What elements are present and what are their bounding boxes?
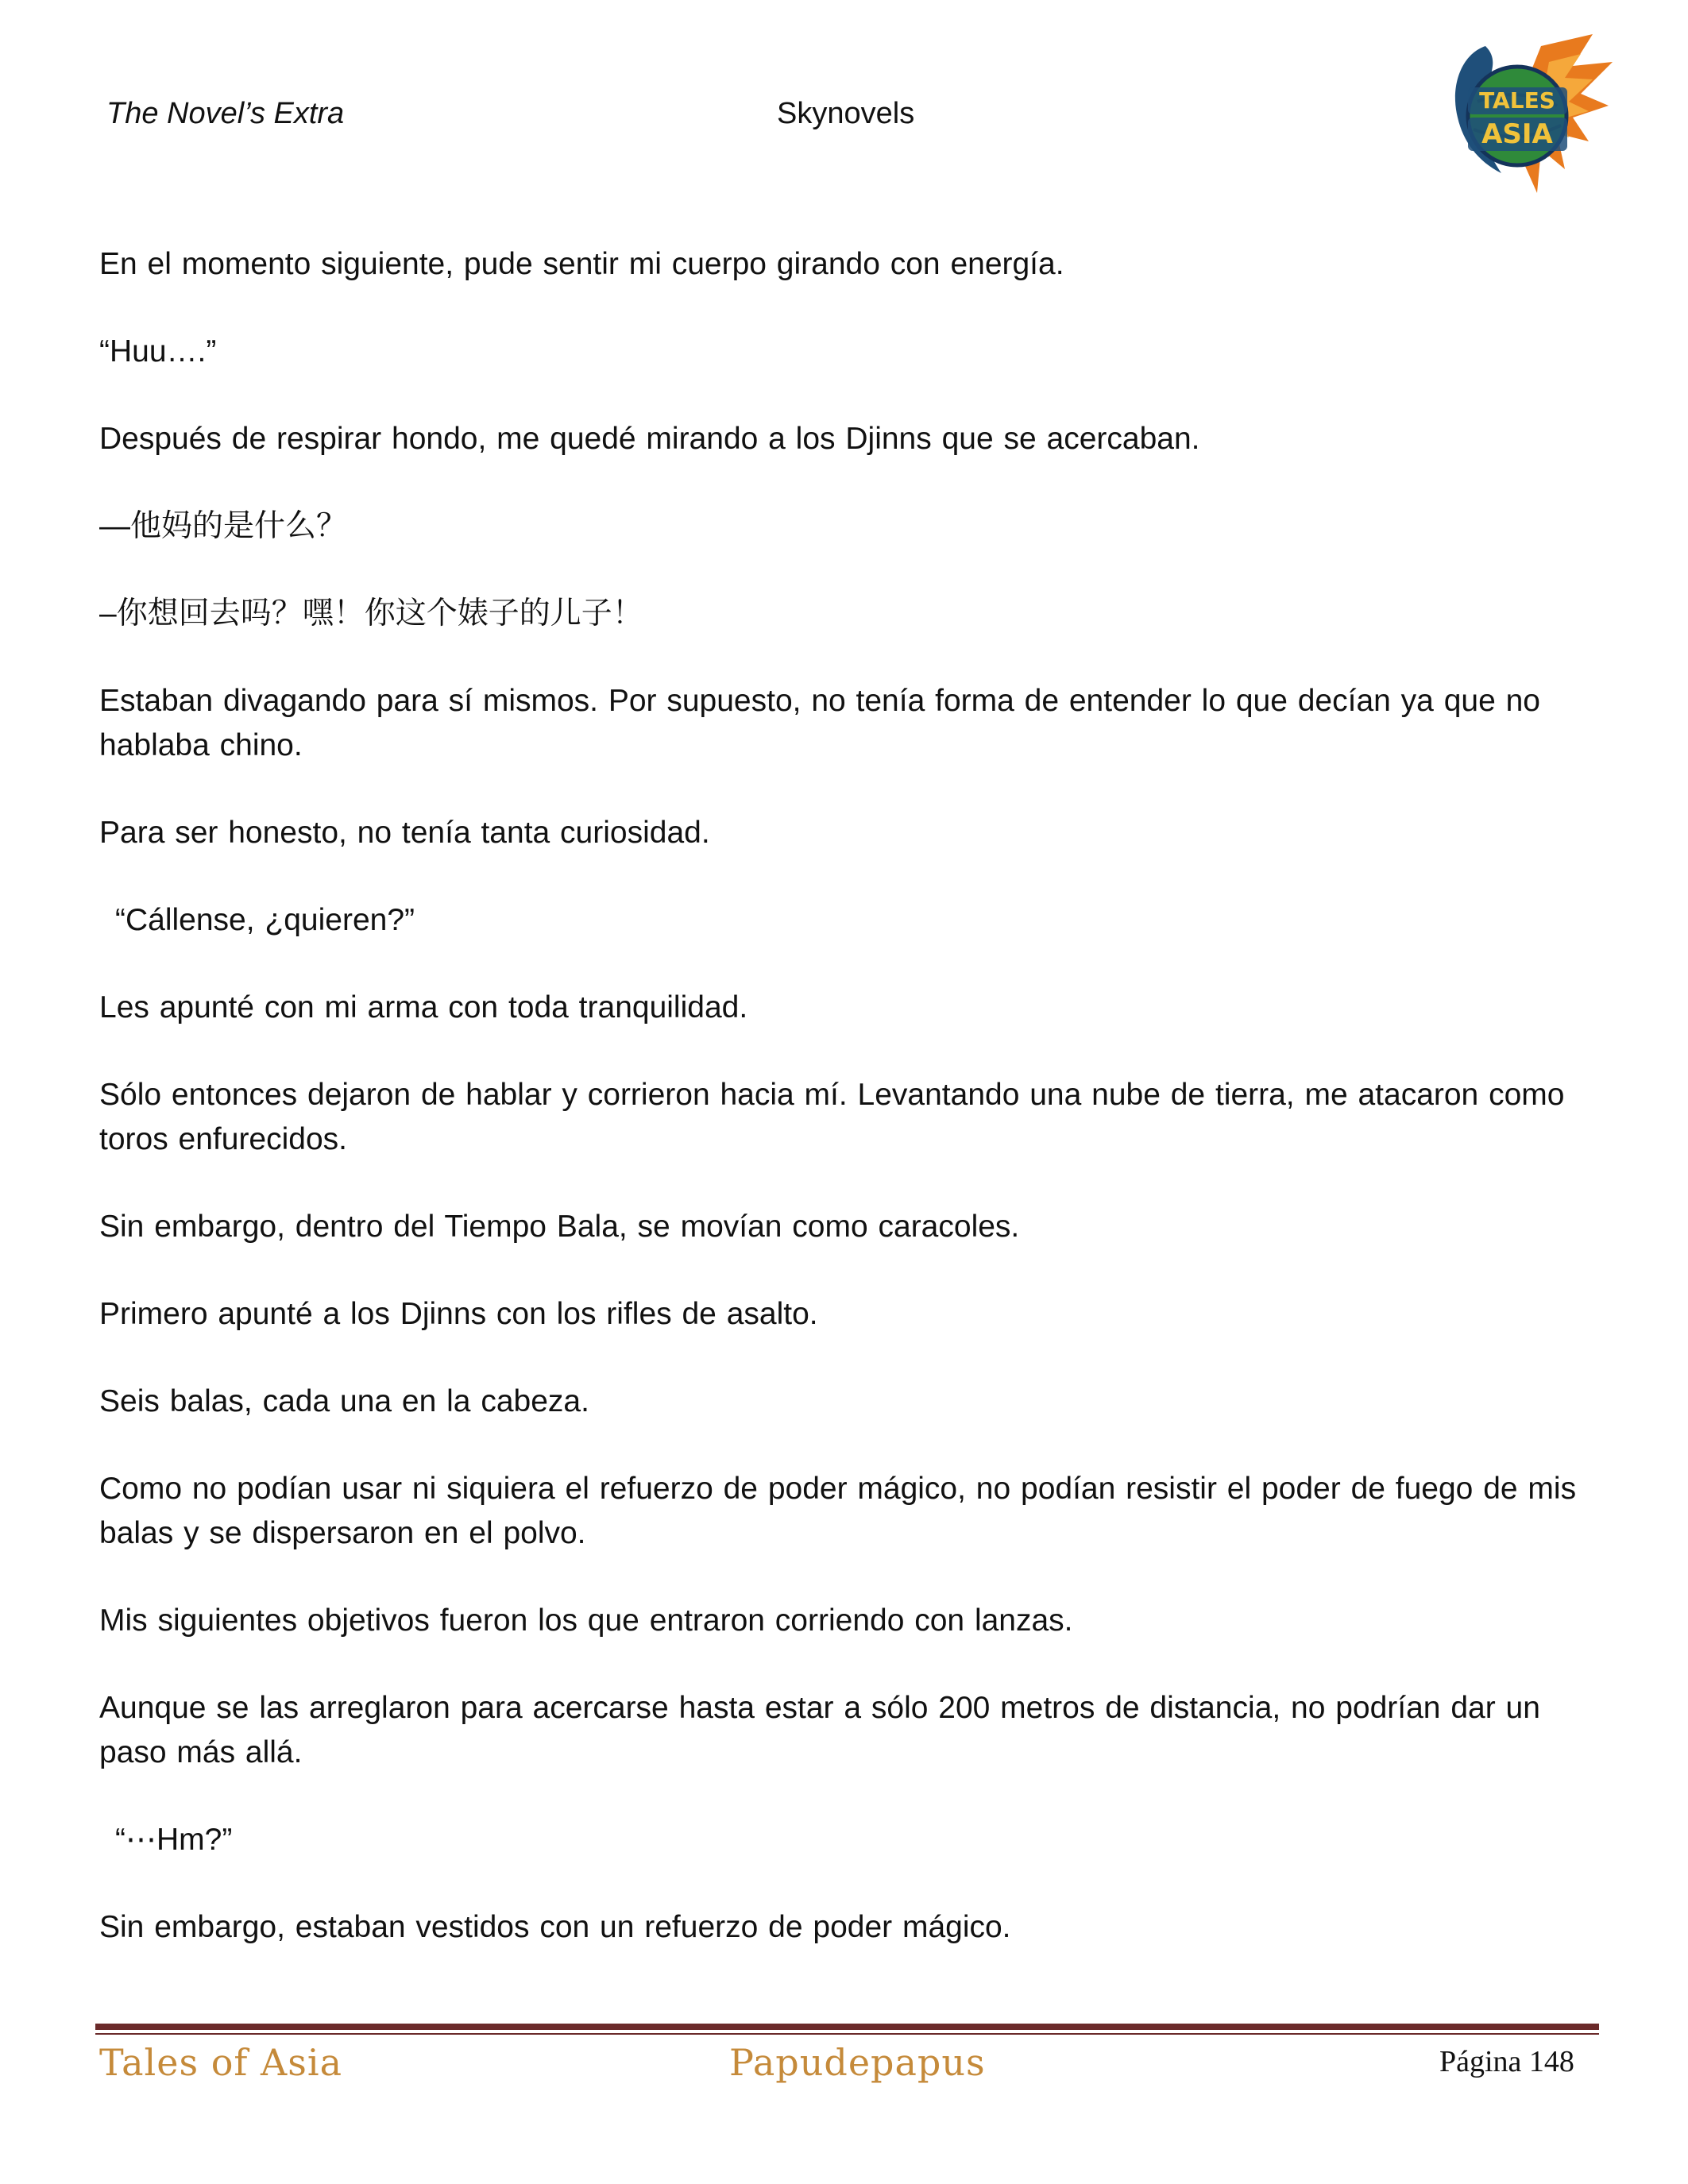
chapter-body [99, 242, 1597, 1993]
paragraph: –你想回去吗？嘿！你这个婊子的儿子！ [99, 596, 643, 631]
paragraph: Sólo entonces dejaron de hablar y corrieron hacia mí. Levantando una nube de tierra, me atacaron como toros enfurecidos. [99, 1078, 1565, 1156]
footer-publisher: Tales of Asia [99, 2041, 343, 2084]
footer-divider [95, 2024, 1599, 2030]
paragraph: Les apunté con mi arma con toda tranquilidad. [99, 990, 748, 1024]
paragraph: Estaban divagando para sí mismos. Por supuesto, no tenía forma de entender lo que decían ya que no hablaba chino. [99, 684, 1540, 762]
paragraph: —他妈的是什么？ [99, 509, 348, 543]
paragraph: Aunque se las arreglaron para acercarse hasta estar a sólo 200 metros de distancia, no podrían dar un paso más allá. [99, 1691, 1540, 1769]
footer-translator: Papudepapus [729, 2041, 986, 2084]
paragraph: Como no podían usar ni siquiera el refuerzo de poder mágico, no podían resistir el poder de fuego de mis balas y se dispersaron en el polvo. [99, 1472, 1577, 1550]
paragraph: Primero apunté a los Djinns con los rifles de asalto. [99, 1297, 818, 1331]
paragraph: Mis siguientes objetivos fueron los que entraron corriendo con lanzas. [99, 1603, 1073, 1638]
paragraph: Seis balas, cada una en la cabeza. [99, 1384, 589, 1418]
paragraph: En el momento siguiente, pude sentir mi cuerpo girando con energía. [99, 247, 1064, 281]
header-site-name: Skynovels [777, 97, 915, 130]
svg-text:TALES: TALES [1479, 87, 1555, 114]
paragraph: “Huu….” [99, 334, 217, 369]
paragraph: “⋯Hm?” [115, 1823, 233, 1857]
tales-of-asia-logo [1430, 30, 1617, 201]
paragraph: Sin embargo, dentro del Tiempo Bala, se movían como caracoles. [99, 1210, 1020, 1244]
paragraph: Después de respirar hondo, me quedé mirando a los Djinns que se acercaban. [99, 422, 1200, 456]
paragraph: Para ser honesto, no tenía tanta curiosidad. [99, 816, 710, 850]
header-novel-title: The Novel’s Extra [106, 97, 345, 130]
page-number: Página 148 [1439, 2045, 1574, 2078]
svg-text:ASIA: ASIA [1481, 118, 1553, 150]
paragraph: Sin embargo, estaban vestidos con un refuerzo de poder mágico. [99, 1910, 1011, 1944]
paragraph: “Cállense, ¿quieren?” [115, 903, 415, 937]
footer-divider-thin [95, 2033, 1599, 2035]
